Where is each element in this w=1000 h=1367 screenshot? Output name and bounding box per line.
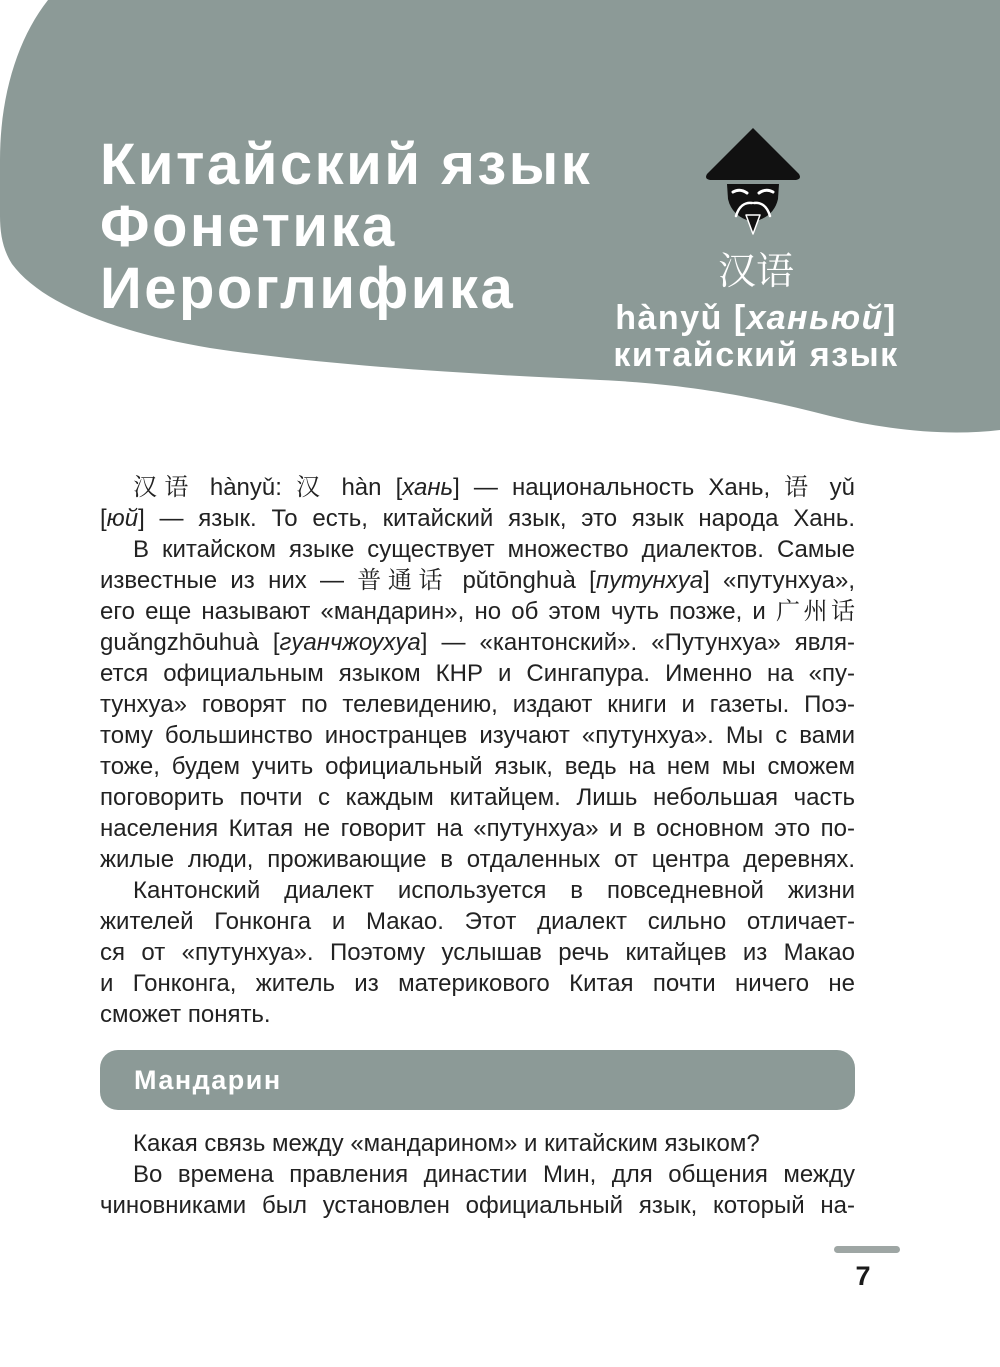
word-pinyin	[596, 298, 916, 338]
text-line	[100, 751, 855, 782]
italic-transcription: путунхуа	[595, 567, 704, 594]
text-segment: guǎngzhōuhuà [	[100, 629, 280, 656]
text-segment: его еще называют «мандарин», но об этом чуть позже, и 广州话	[100, 598, 855, 625]
text-segment: ся от «путунхуа». Поэтому услышав речь китайцев из Макао	[100, 939, 855, 966]
text-segment: поговорить почти с каждым китайцем. Лишь небольшая часть	[100, 784, 855, 811]
body-text	[100, 472, 855, 1030]
text-segment: hànyǔ [	[615, 299, 747, 337]
word-translation: китайский язык	[613, 336, 899, 374]
title-line: Фонетика	[100, 194, 397, 259]
text-segment: ется официальным языком КНР и Сингапура. Именно на «пу-	[100, 660, 855, 687]
text-line	[100, 906, 855, 937]
text-segment: В китайском языке существует множество диалектов. Самые	[133, 536, 855, 563]
text-line	[100, 534, 855, 565]
title-line: Китайский язык	[100, 132, 593, 197]
text-line	[100, 875, 855, 906]
text-segment: Какая связь между «мандарином» и китайским языком?	[133, 1130, 760, 1157]
text-line	[100, 720, 855, 751]
page-number: 7	[855, 1261, 871, 1291]
text-segment: чиновниками был установлен официальный язык, который на-	[100, 1192, 855, 1219]
page-number-bar	[834, 1246, 900, 1253]
chinese-man-icon	[703, 125, 803, 235]
text-segment: ] «путунхуа»,	[703, 567, 856, 594]
text-segment: 汉语 hànyǔ: 汉 hàn [	[133, 474, 403, 501]
text-segment: жилые люди, проживающие в отдаленных от центра деревнях.	[100, 846, 855, 873]
page-title	[100, 134, 592, 320]
italic-transcription: юй	[106, 505, 139, 532]
word-hanzi: 汉语	[717, 251, 794, 293]
text-line	[100, 968, 855, 999]
text-line	[100, 999, 855, 1030]
text-line	[100, 1190, 855, 1221]
text-line	[100, 782, 855, 813]
text-line	[100, 1159, 855, 1190]
text-line	[100, 1128, 855, 1159]
text-line	[100, 813, 855, 844]
text-segment: известные из них — 普通话 pǔtōnghuà [	[100, 567, 596, 594]
text-segment: ]	[883, 299, 897, 337]
text-segment: ] — «кантонский». «Путунхуа» явля-	[420, 629, 855, 656]
section-title: Мандарин	[134, 1064, 282, 1095]
hat-shape	[706, 128, 800, 180]
text-segment: жителей Гонконга и Макао. Этот диалект сильно отличает-	[100, 908, 855, 935]
text-line	[100, 937, 855, 968]
paragraph	[100, 875, 855, 1030]
text-segment: и Гонконга, житель из материкового Китая почти ничего не	[100, 970, 855, 997]
text-line	[100, 565, 855, 596]
text-line	[100, 844, 855, 875]
section-header	[100, 1050, 855, 1110]
text-line	[100, 596, 855, 627]
title-line: Иероглифика	[100, 256, 516, 321]
text-segment: тому большинство иностранцев изучают «путунхуа». Мы с вами	[100, 722, 855, 749]
text-line	[100, 689, 855, 720]
text-line	[100, 658, 855, 689]
text-segment: Кантонский диалект используется в повседневной жизни	[133, 877, 855, 904]
text-segment: тунхуа» говорят по телевидению, издают книги и газеты. Поэ-	[100, 691, 855, 718]
text-line	[100, 627, 855, 658]
text-line	[100, 503, 855, 534]
paragraph	[100, 534, 855, 875]
section-text	[100, 1128, 855, 1221]
paragraph	[100, 1159, 855, 1221]
text-line	[100, 472, 855, 503]
text-segment: ] — национальность Хань, 语 yǔ	[453, 474, 855, 501]
italic-transcription: хань	[402, 474, 454, 501]
paragraph	[100, 472, 855, 534]
italic-transcription: ханьюй	[746, 299, 884, 337]
text-segment: ] — язык. То есть, китайский язык, это язык народа Хань.	[138, 505, 855, 532]
paragraph	[100, 1128, 855, 1159]
text-segment: населения Китая не говорит на «путунхуа» и в основном это по-	[100, 815, 855, 842]
text-segment: сможет понять.	[100, 1001, 271, 1028]
text-segment: [	[100, 505, 107, 532]
beard-shape	[746, 215, 760, 234]
text-segment: тоже, будем учить официальный язык, ведь на нем мы сможем	[100, 753, 855, 780]
text-segment: Во времена правления династии Мин, для общения между	[133, 1161, 855, 1188]
italic-transcription: гуанчжоухуа	[279, 629, 421, 656]
